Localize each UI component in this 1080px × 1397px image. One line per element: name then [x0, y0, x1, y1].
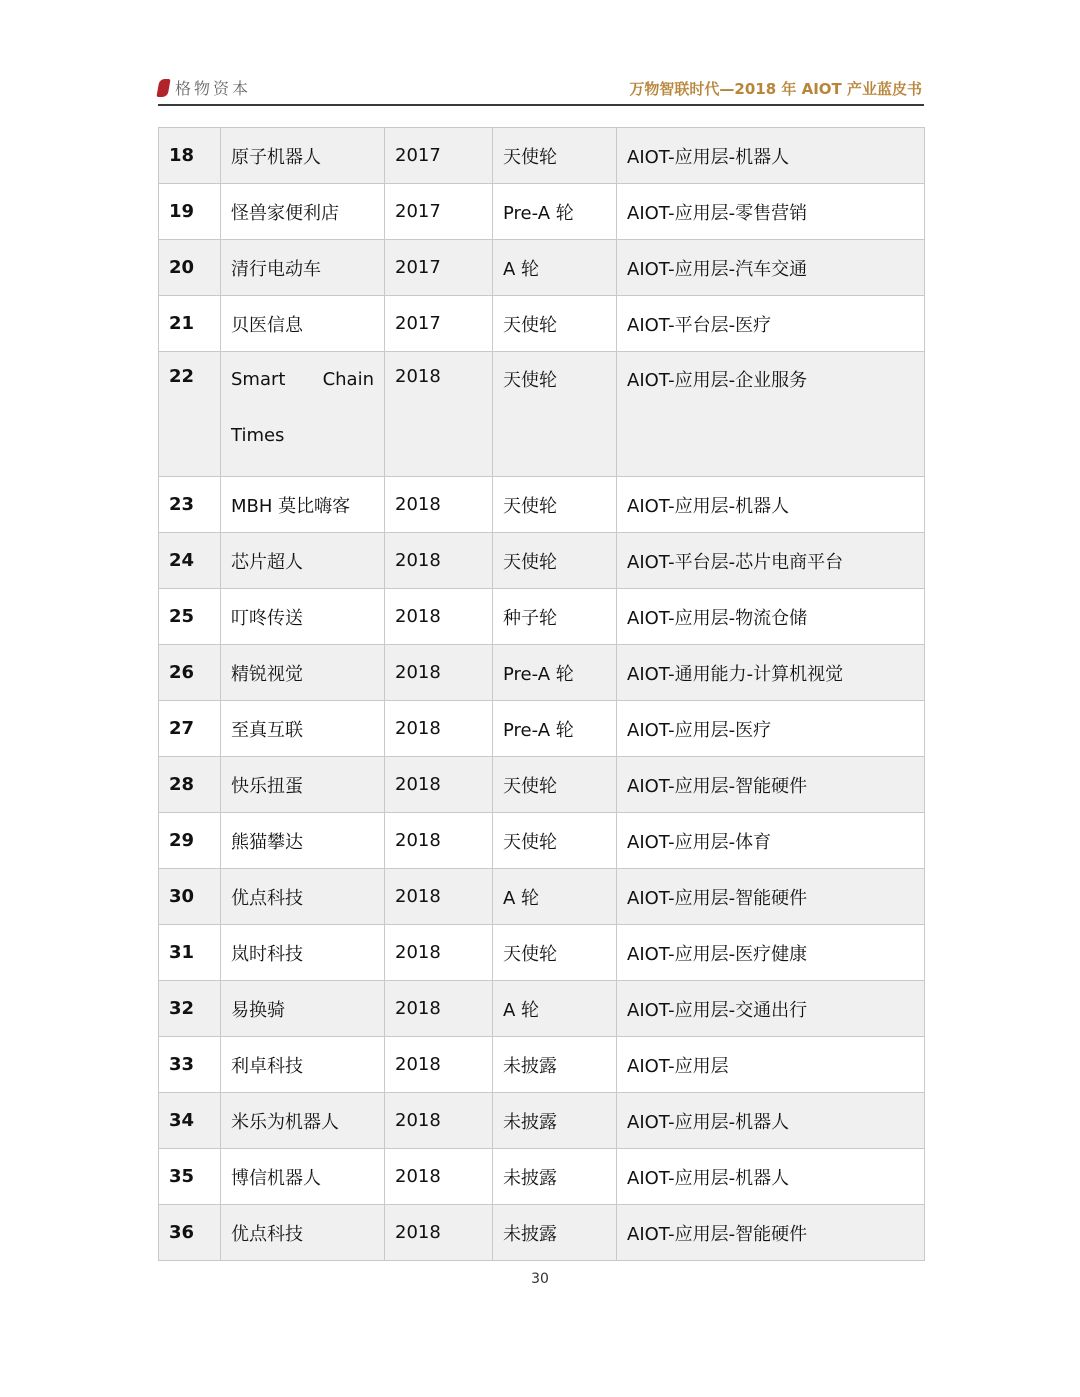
category: AIOT-应用层-交通出行: [617, 981, 925, 1037]
funding-round: Pre-A 轮: [493, 184, 617, 240]
founded-year: 2018: [385, 925, 493, 981]
company-name: MBH 莫比嗨客: [221, 477, 385, 533]
category: AIOT-应用层-体育: [617, 813, 925, 869]
row-number: 29: [159, 813, 221, 869]
row-number: 32: [159, 981, 221, 1037]
founded-year: 2017: [385, 240, 493, 296]
founded-year: 2018: [385, 701, 493, 757]
founded-year: 2018: [385, 757, 493, 813]
logo-text: 格物资本: [175, 79, 252, 98]
row-number: 36: [159, 1205, 221, 1261]
table-row: [159, 240, 925, 296]
funding-round: 天使轮: [493, 925, 617, 981]
table-row: [159, 1093, 925, 1149]
category: AIOT-平台层-芯片电商平台: [617, 533, 925, 589]
founded-year: 2018: [385, 645, 493, 701]
company-name: 熊猫攀达: [221, 813, 385, 869]
table-row: [159, 1149, 925, 1205]
company-name: 利卓科技: [221, 1037, 385, 1093]
funding-round: Pre-A 轮: [493, 701, 617, 757]
page-number: 30: [531, 1271, 549, 1287]
table-row: [159, 757, 925, 813]
founded-year: 2018: [385, 1205, 493, 1261]
funding-round: 未披露: [493, 1149, 617, 1205]
company-name-cell: [221, 352, 385, 477]
founded-year: 2017: [385, 296, 493, 352]
company-name: 芯片超人: [221, 533, 385, 589]
category: AIOT-平台层-医疗: [617, 296, 925, 352]
page-header: [158, 72, 924, 106]
category: AIOT-应用层-医疗健康: [617, 925, 925, 981]
founded-year: 2018: [385, 589, 493, 645]
company-name: 清行电动车: [221, 240, 385, 296]
table-row: [159, 701, 925, 757]
company-name: 博信机器人: [221, 1149, 385, 1205]
category: AIOT-应用层-机器人: [617, 1149, 925, 1205]
row-number: 34: [159, 1093, 221, 1149]
founded-year: 2018: [385, 477, 493, 533]
category: AIOT-应用层-汽车交通: [617, 240, 925, 296]
funding-round: A 轮: [493, 981, 617, 1037]
table-row: [159, 589, 925, 645]
category: AIOT-应用层-智能硬件: [617, 757, 925, 813]
category: AIOT-应用层: [617, 1037, 925, 1093]
founded-year: 2018: [385, 981, 493, 1037]
row-number: 26: [159, 645, 221, 701]
row-number: 35: [159, 1149, 221, 1205]
funding-round: 天使轮: [493, 352, 617, 477]
table-row: [159, 296, 925, 352]
row-number: 19: [159, 184, 221, 240]
category: AIOT-应用层-零售营销: [617, 184, 925, 240]
founded-year: 2018: [385, 869, 493, 925]
funding-round: 天使轮: [493, 533, 617, 589]
row-number: 28: [159, 757, 221, 813]
company-name: 快乐扭蛋: [221, 757, 385, 813]
row-number: 27: [159, 701, 221, 757]
funding-round: A 轮: [493, 869, 617, 925]
logo: [158, 76, 251, 99]
funding-round: Pre-A 轮: [493, 645, 617, 701]
company-name: 优点科技: [221, 1205, 385, 1261]
founded-year: 2018: [385, 1149, 493, 1205]
company-name: 贝医信息: [221, 296, 385, 352]
table-row: [159, 813, 925, 869]
company-name: 精锐视觉: [221, 645, 385, 701]
table-row: [159, 981, 925, 1037]
company-name: 易换骑: [221, 981, 385, 1037]
table-row: [159, 1205, 925, 1261]
company-name: 原子机器人: [221, 128, 385, 184]
category: AIOT-应用层-医疗: [617, 701, 925, 757]
category: AIOT-应用层-机器人: [617, 477, 925, 533]
row-number: 31: [159, 925, 221, 981]
funding-round: 未披露: [493, 1037, 617, 1093]
company-name: 优点科技: [221, 869, 385, 925]
founded-year: 2017: [385, 184, 493, 240]
founded-year: 2018: [385, 352, 493, 477]
category: AIOT-应用层-物流仓储: [617, 589, 925, 645]
company-table: [158, 127, 925, 1261]
table-row: [159, 533, 925, 589]
funding-round: 未披露: [493, 1205, 617, 1261]
founded-year: 2018: [385, 533, 493, 589]
funding-round: 种子轮: [493, 589, 617, 645]
funding-round: A 轮: [493, 240, 617, 296]
table-row: [159, 925, 925, 981]
table-row: [159, 128, 925, 184]
company-name: Smart Chain Times: [231, 369, 374, 446]
row-number: 30: [159, 869, 221, 925]
row-number: 25: [159, 589, 221, 645]
table-row: [159, 352, 925, 477]
row-number: 23: [159, 477, 221, 533]
company-name: 岚时科技: [221, 925, 385, 981]
funding-round: 天使轮: [493, 757, 617, 813]
funding-round: 天使轮: [493, 128, 617, 184]
funding-round: 天使轮: [493, 477, 617, 533]
table-row: [159, 1037, 925, 1093]
funding-round: 天使轮: [493, 813, 617, 869]
company-name: 至真互联: [221, 701, 385, 757]
category: AIOT-应用层-智能硬件: [617, 1205, 925, 1261]
company-name: 叮咚传送: [221, 589, 385, 645]
row-number: 20: [159, 240, 221, 296]
founded-year: 2017: [385, 128, 493, 184]
category: AIOT-应用层-企业服务: [617, 352, 925, 477]
category: AIOT-应用层-机器人: [617, 1093, 925, 1149]
row-number: 24: [159, 533, 221, 589]
category: AIOT-应用层-智能硬件: [617, 869, 925, 925]
category: AIOT-应用层-机器人: [617, 128, 925, 184]
table-row: [159, 477, 925, 533]
funding-round: 未披露: [493, 1093, 617, 1149]
founded-year: 2018: [385, 1037, 493, 1093]
founded-year: 2018: [385, 813, 493, 869]
row-number: 22: [159, 352, 221, 477]
funding-round: 天使轮: [493, 296, 617, 352]
document-title: 万物智联时代—2018 年 AIOT 产业蓝皮书: [629, 80, 922, 98]
table-row: [159, 869, 925, 925]
row-number: 21: [159, 296, 221, 352]
table-row: [159, 184, 925, 240]
company-name: 米乐为机器人: [221, 1093, 385, 1149]
row-number: 18: [159, 128, 221, 184]
table-row: [159, 645, 925, 701]
company-name: 怪兽家便利店: [221, 184, 385, 240]
founded-year: 2018: [385, 1093, 493, 1149]
logo-mark-icon: [156, 79, 170, 97]
row-number: 33: [159, 1037, 221, 1093]
category: AIOT-通用能力-计算机视觉: [617, 645, 925, 701]
